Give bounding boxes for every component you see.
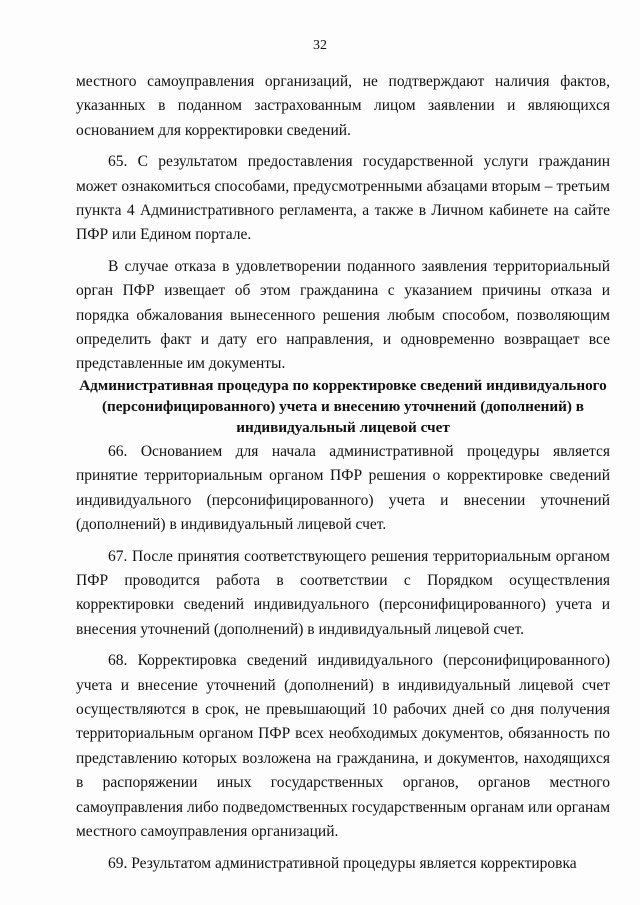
paragraph-68: 68. Корректировка сведений индивидуального (персонифицированного) учета и внесение уточнений (дополнений) в индивидуальный лицевой счет осуществляются в срок, не превышающий 10 рабочих дней со дня получения территориальным органом ПФР всех необходимых документов, обязанность по представлению которых возложена на гражданина, и документов, находящихся в распоряжении иных государственных органов, органов местного самоуправления либо подведомственных государственным органам или органам местного самоуправления организаций. <box>76 652 610 841</box>
bottom-text-block <box>76 440 610 876</box>
paragraph-67: 67. После принятия соответствующего решения территориальным органом ПФР проводится работа в соответствии с Порядком осуществления корректировки сведений индивидуального (персонифицированного) учета и внесения уточнений (дополнений) в индивидуальный лицевой счет. <box>76 547 610 638</box>
paragraph-65: 65. С результатом предоставления государственной услуги гражданин может ознакомиться способами, предусмотренными абзацами вторым – третьим пункта 4 Административного регламента, а также в Личном кабинете на сайте ПФР или Едином портале. <box>76 153 610 244</box>
paragraph-continuation: местного самоуправления организаций, не подтверждают наличия фактов, указанных в поданном застрахованным лицом заявлении и являющихся основанием для корректировки сведений. <box>76 73 610 139</box>
top-text-block <box>76 70 610 377</box>
paragraph-refusal: В случае отказа в удовлетворении поданного заявления территориальный орган ПФР извещает об этом гражданина с указанием причины отказа и порядка обжалования вынесенного решения любым способом, позволяющим определить факт и дату его направления, и одновременно возвращает все представленные им документы. <box>76 257 610 373</box>
page-number: 32 <box>313 38 327 53</box>
paragraph-69: 69. Результатом административной процедуры является корректировка <box>108 854 577 872</box>
paragraph-66: 66. Основанием для начала административной процедуры является принятие территориальным органом ПФР решения о корректировке сведений индивидуального (персонифицированного) учета и внесении уточнений (дополнений) в индивидуальный лицевой счет. <box>76 443 610 534</box>
section-heading: Административная процедура по корректировке сведений индивидуального (персонифицированного) учета и внесению уточнений (дополнений) в индивидуальный лицевой счет <box>79 377 607 436</box>
